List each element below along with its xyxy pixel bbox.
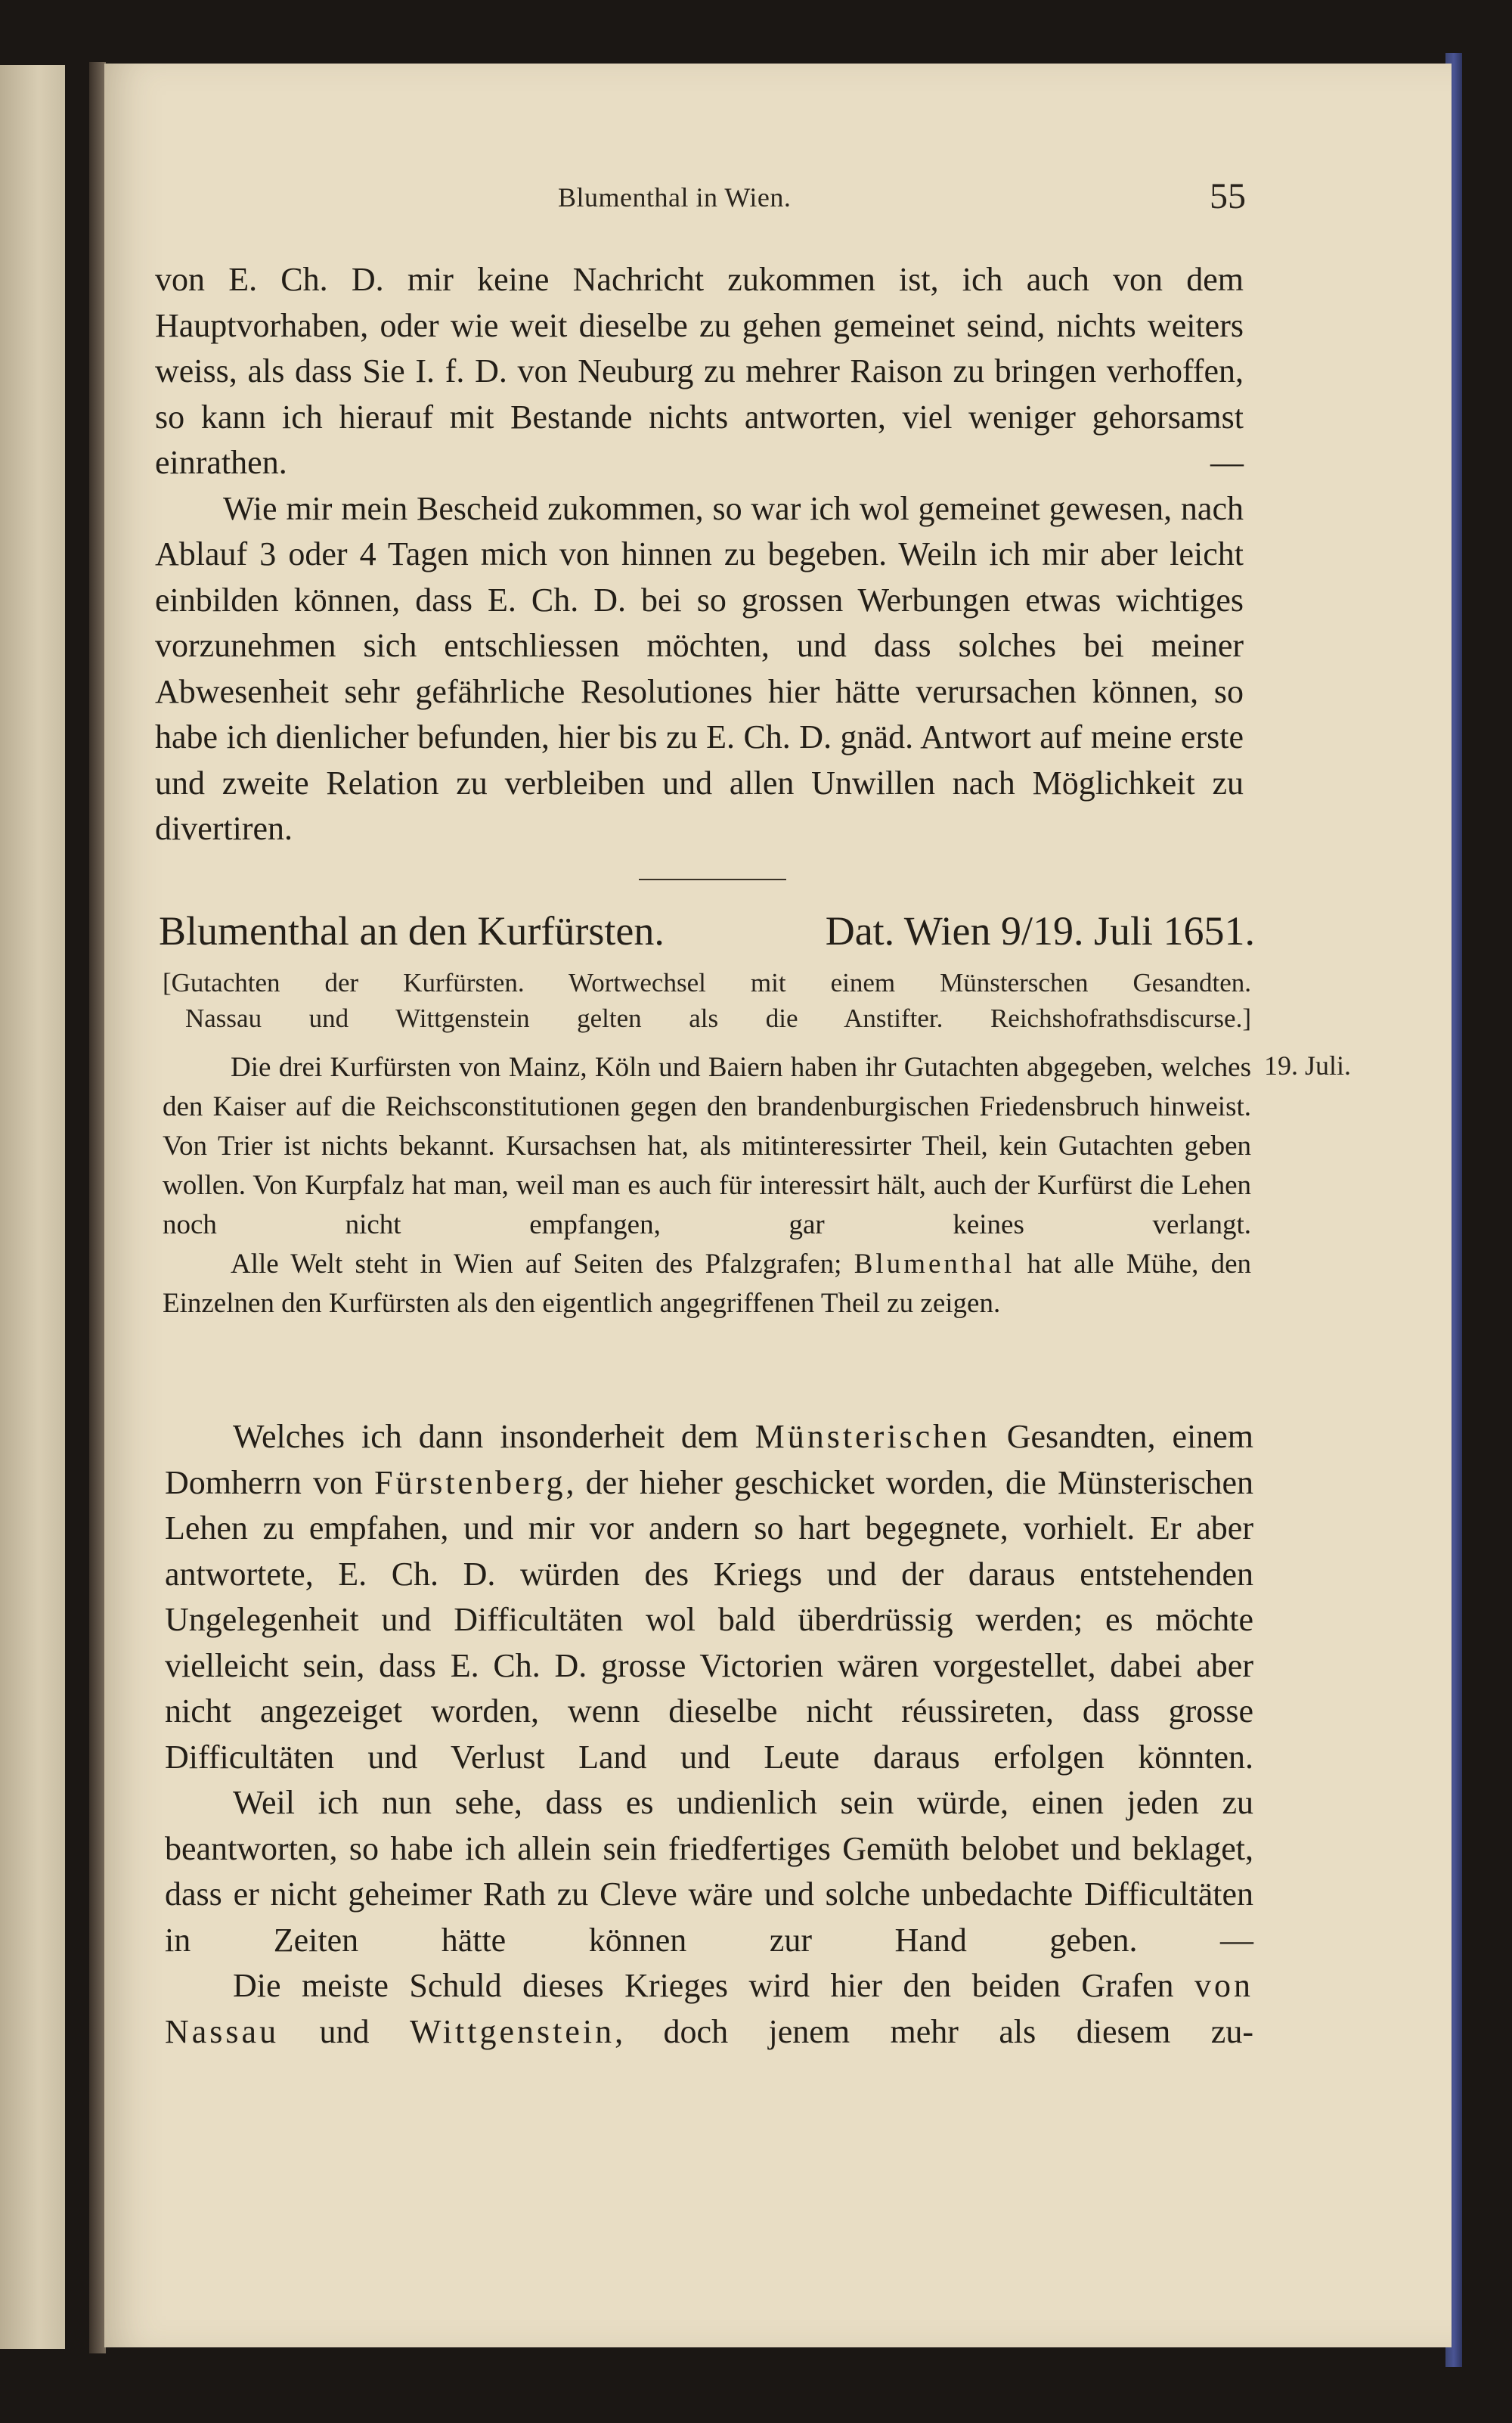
paragraph: Wie mir mein Bescheid zukommen, so war ich wol gemeinet gewesen, nach Ablauf 3 oder 4 Tagen mich von hinnen zu begeben. Weiln ich mir aber leicht einbilden können, dass E. Ch. D. bei so grossen Werbungen etwas wichtiges vorzunehmen sich entschliessen möchten, und dass solches bei meiner Abwesenheit sehr gefährliche Resolutiones hier hätte verursachen können, so habe ich dienlicher befunden, hier bis zu E. Ch. D. gnäd. Antwort auf meine erste und zweite Relation zu verbleiben und allen Unwillen nach Möglichkeit zu divertiren.: [155, 489, 1244, 847]
text-run: hat alle Mühe, den Einzelnen den Kurfürsten als den eigentlich angegriffenen Theil zu zeigen.: [163, 1249, 1252, 1319]
paragraph: Weil ich nun sehe, dass es undienlich sein würde, einen jeden zu beantworten, so habe ich allein sein friedfertiges Gemüth belobet und beklaget, dass er nicht geheimer Rath zu Cleve wäre und solche unbedachte Difficultäten in Zeiten hätte können zur Hand geben. —: [165, 1784, 1253, 1959]
text-run: , der hieher geschicket worden, die Münsterischen Lehen zu empfahen, und mir vor andern so hart begegnete, vorhielt. Er aber antwortete, E. Ch. D. würden des Kriegs und der daraus entstehenden Ungelegenheit und Difficultäten wol bald überdrüssig werden; es möchte vielleicht sein, dass E. Ch. D. grosse Victorien wären vorgestellet, dabei aber nicht angezeiget worden, wenn dieselbe nicht réussireten, dass grosse Difficultäten und Verlust Land und Leute daraus erfolgen könnten.: [165, 1463, 1253, 1776]
person-name: Fürstenberg: [374, 1463, 566, 1501]
person-name: Blumenthal: [854, 1249, 1015, 1280]
text-run: Welches ich dann insonderheit dem: [233, 1418, 755, 1455]
emphasized-name: Münsterischen: [754, 1418, 990, 1455]
document-heading: [159, 907, 1255, 954]
running-title: Blumenthal in Wien.: [558, 182, 792, 213]
text-run: und: [279, 2012, 411, 2050]
editor-paraphrase: [163, 1048, 1251, 1323]
person-name: Wittgenstein: [410, 2012, 615, 2050]
margin-date-note: 19. Juli.: [1264, 1050, 1352, 1081]
book-spine-shadow: [89, 62, 106, 2353]
paragraph: Die drei Kurfürsten von Mainz, Köln und Baiern haben ihr Gutachten abgegeben, welches den Kaiser auf die Reichsconstitutionen gegen den brandenburgischen Friedensbruch hinweist. Von Trier ist nichts bekannt. Kursachsen hat, als mitinteressirter Theil, kein Gutachten geben wollen. Von Kurpfalz hat man, weil man es auch für interessirt hält, auch der Kurfürst die Lehen noch nicht empfangen, gar keines verlangt.: [163, 1052, 1251, 1240]
heading-date: Dat. Wien 9/19. Juli 1651.: [825, 908, 1255, 954]
text-run: Alle Welt steht in Wien auf Seiten des Pfalzgrafen;: [231, 1249, 854, 1280]
text-run: , doch jenem mehr als diesem zu-: [615, 2012, 1253, 2050]
paragraph: [165, 1963, 1253, 2055]
letter-quotation: [165, 1414, 1253, 2055]
text-run: Gesandten, einem Domherrn von: [165, 1418, 1253, 1501]
paragraph: [165, 1414, 1253, 1780]
paragraph: von E. Ch. D. mir keine Nachricht zukommen ist, ich auch von dem Hauptvorhaben, oder wie weit dieselbe zu gehen gemeinet seind, nichts weiters weiss, als dass Sie I. f. D. von Neuburg zu mehrer Raison zu bringen verhoffen, so kann ich hierauf mit Bestande nichts antworten, viel weniger gehorsamst einrathen. —: [155, 261, 1244, 481]
heading-title: Blumenthal an den Kurfürsten.: [159, 908, 665, 954]
text-run: Die meiste Schuld dieses Krieges wird hier den beiden Grafen: [233, 1967, 1194, 2004]
person-name: von Nassau: [165, 1967, 1253, 2050]
section-divider: [639, 879, 786, 880]
facing-page-edge: [0, 65, 65, 2349]
page-number: 55: [1210, 176, 1246, 216]
editorial-summary: [163, 965, 1251, 1036]
letter-continuation: [155, 257, 1244, 852]
running-head: [544, 175, 1300, 221]
summary-line: [Gutachten der Kurfürsten. Wortwechsel mit einem Münsterschen Gesandten.: [163, 968, 1251, 997]
summary-line: Nassau und Wittgenstein gelten als die Anstifter. Reichshofrathsdiscurse.]: [185, 1004, 1251, 1033]
paragraph: [163, 1245, 1251, 1323]
